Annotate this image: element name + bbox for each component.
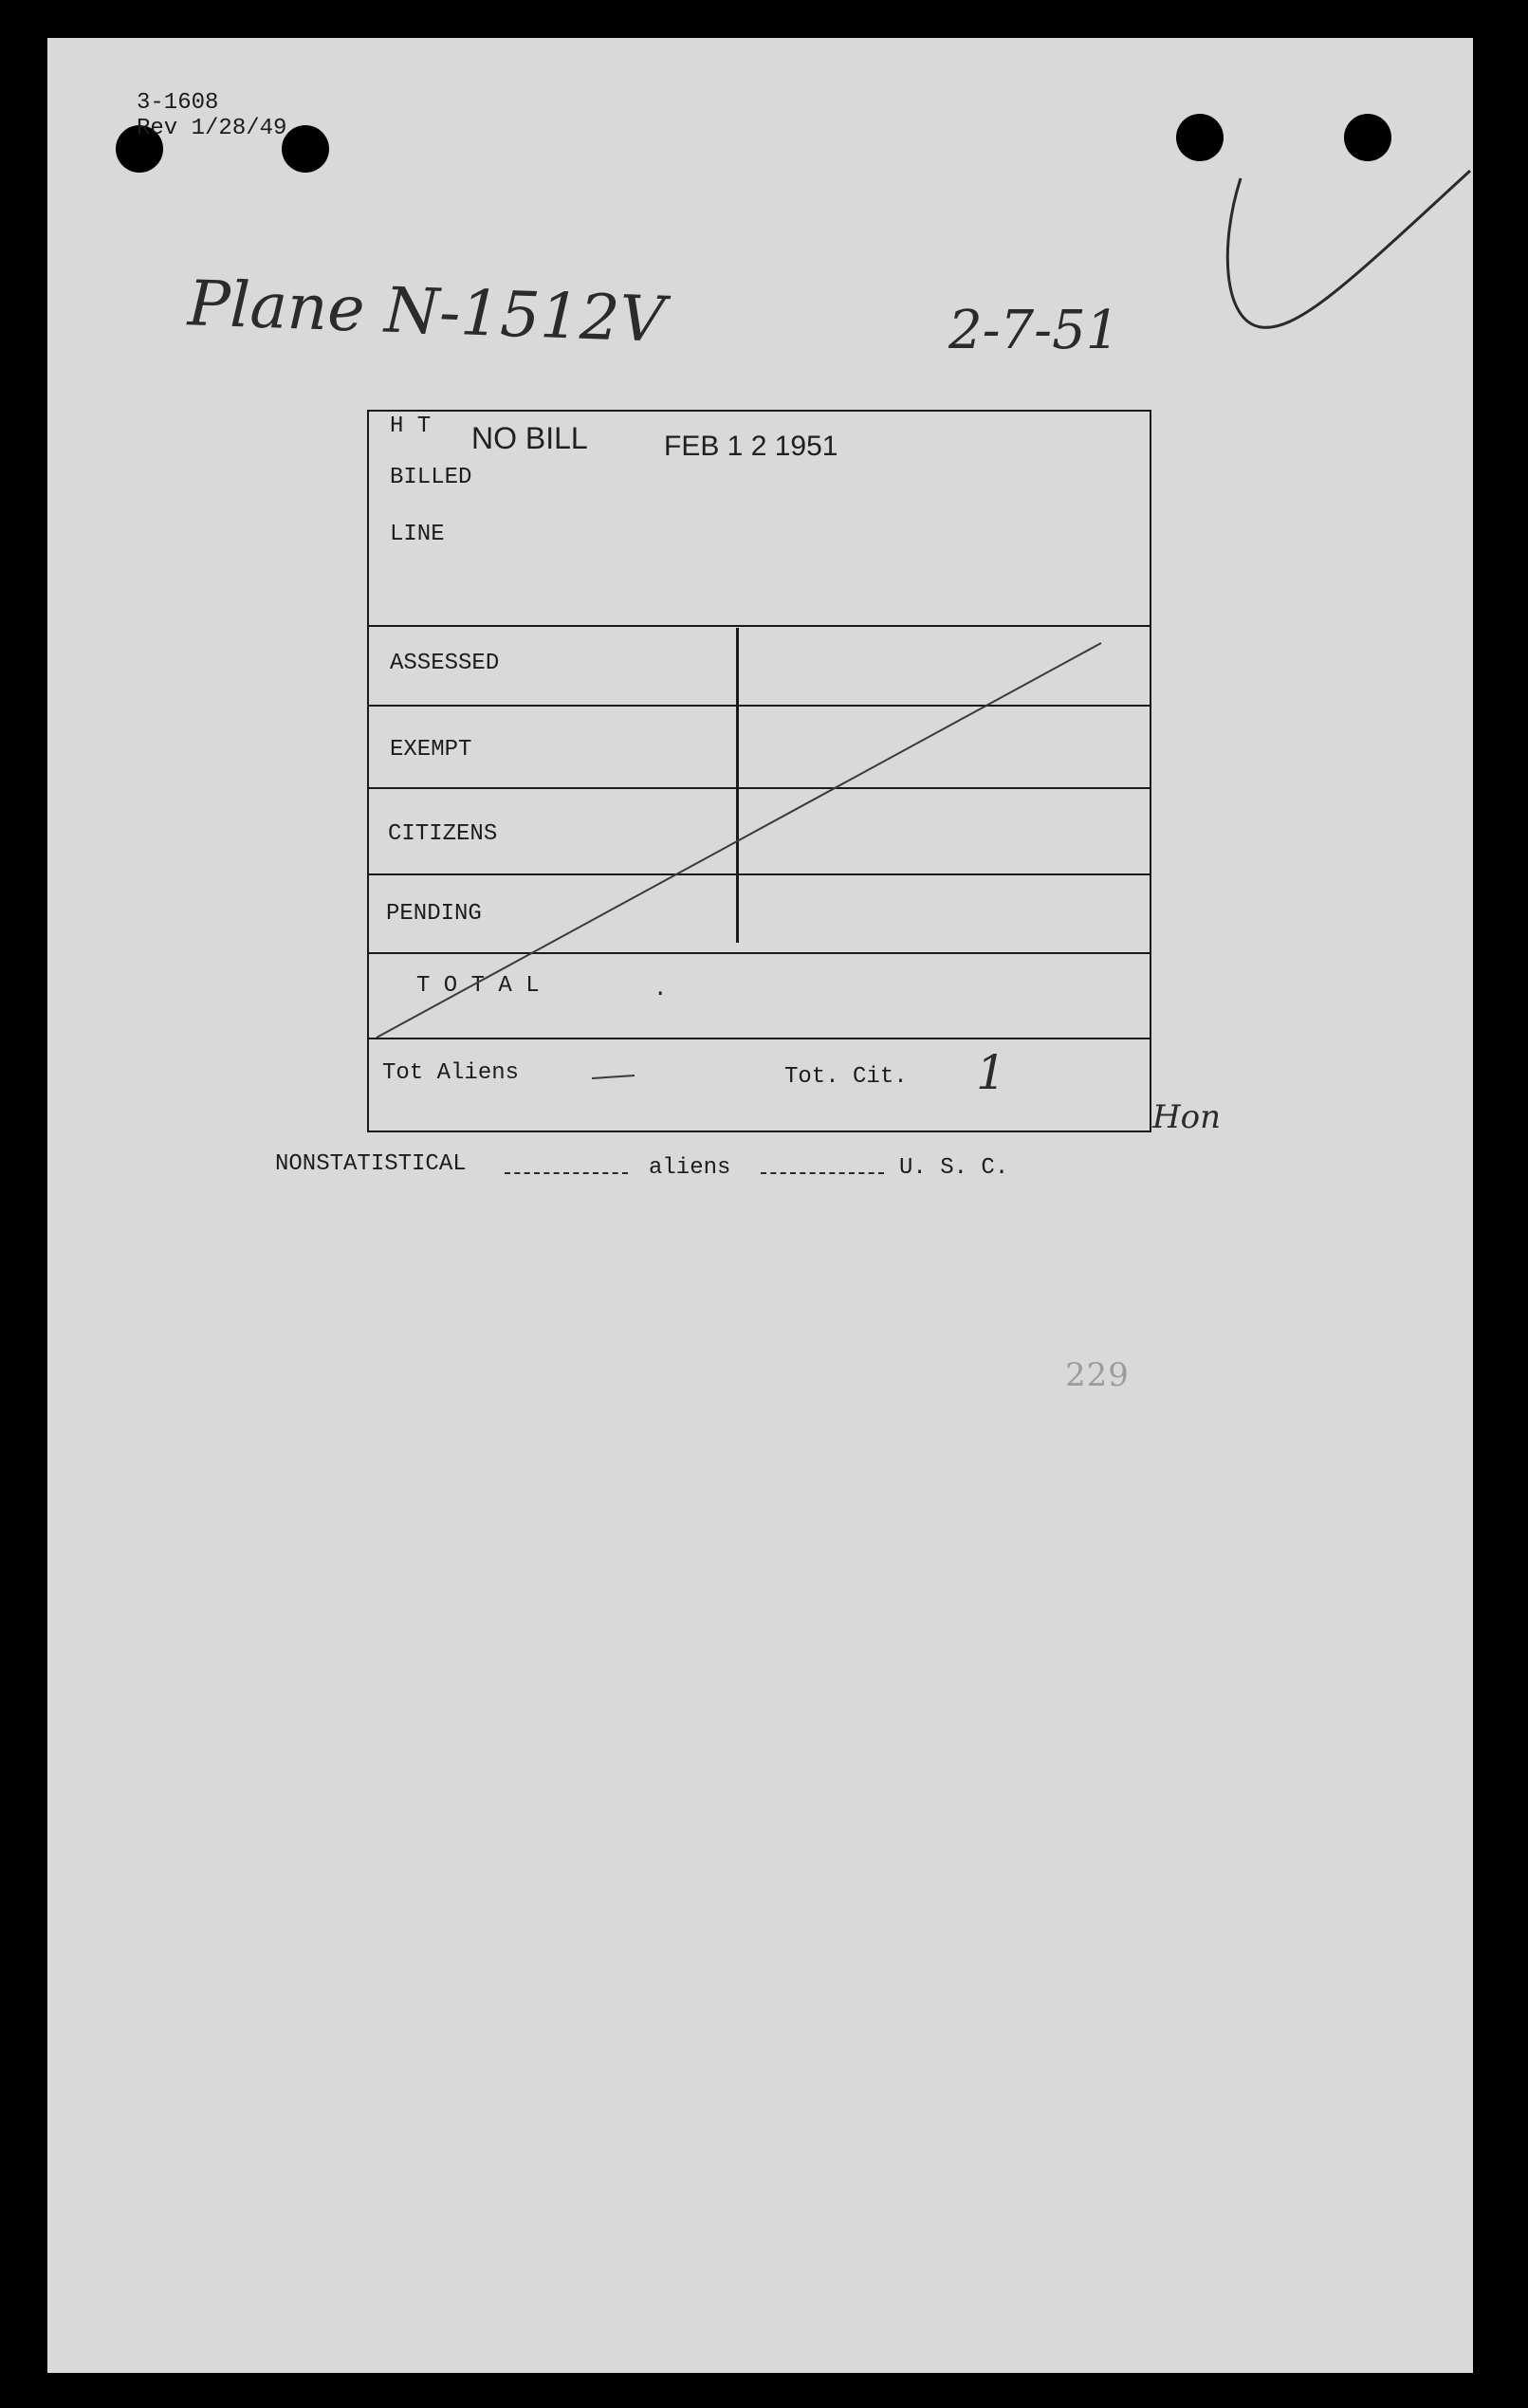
form-number: 3-1608: [137, 90, 219, 116]
strike-through-line: [369, 412, 1150, 1132]
total-label: T O T A L: [416, 973, 540, 999]
handwritten-plane: Plane N-1512V: [186, 267, 667, 357]
aliens-label: aliens: [649, 1155, 731, 1181]
page-number: 229: [1065, 1356, 1130, 1394]
handwritten-initials: Hon: [1152, 1098, 1222, 1136]
tally-form-box: [367, 410, 1151, 1132]
document-page: [47, 38, 1473, 2373]
date-stamp: FEB 1 2 1951: [664, 431, 838, 462]
no-bill-stamp: NO BILL: [471, 421, 588, 455]
tot-aliens-label: Tot Aliens: [382, 1060, 520, 1086]
tot-cit-label: Tot. Cit.: [784, 1064, 908, 1090]
nonstatistical-label: NONSTATISTICAL: [275, 1151, 467, 1177]
pending-label: PENDING: [386, 901, 482, 927]
line-label: LINE: [390, 522, 445, 547]
handwritten-date: 2-7-51: [948, 300, 1120, 361]
aliens-blank: [505, 1172, 628, 1174]
total-mark: .: [654, 977, 668, 1002]
ht-label: H T: [390, 414, 432, 439]
exempt-label: EXEMPT: [390, 737, 472, 763]
assessed-label: ASSESSED: [390, 651, 500, 676]
billed-label: BILLED: [390, 465, 472, 490]
tot-cit-value: 1: [976, 1045, 1006, 1100]
citizens-label: CITIZENS: [388, 821, 498, 847]
usc-label: U. S. C.: [899, 1155, 1009, 1181]
check-mark-icon: [47, 38, 1473, 417]
usc-blank: [761, 1172, 884, 1174]
form-revision: Rev 1/28/49: [137, 116, 287, 141]
